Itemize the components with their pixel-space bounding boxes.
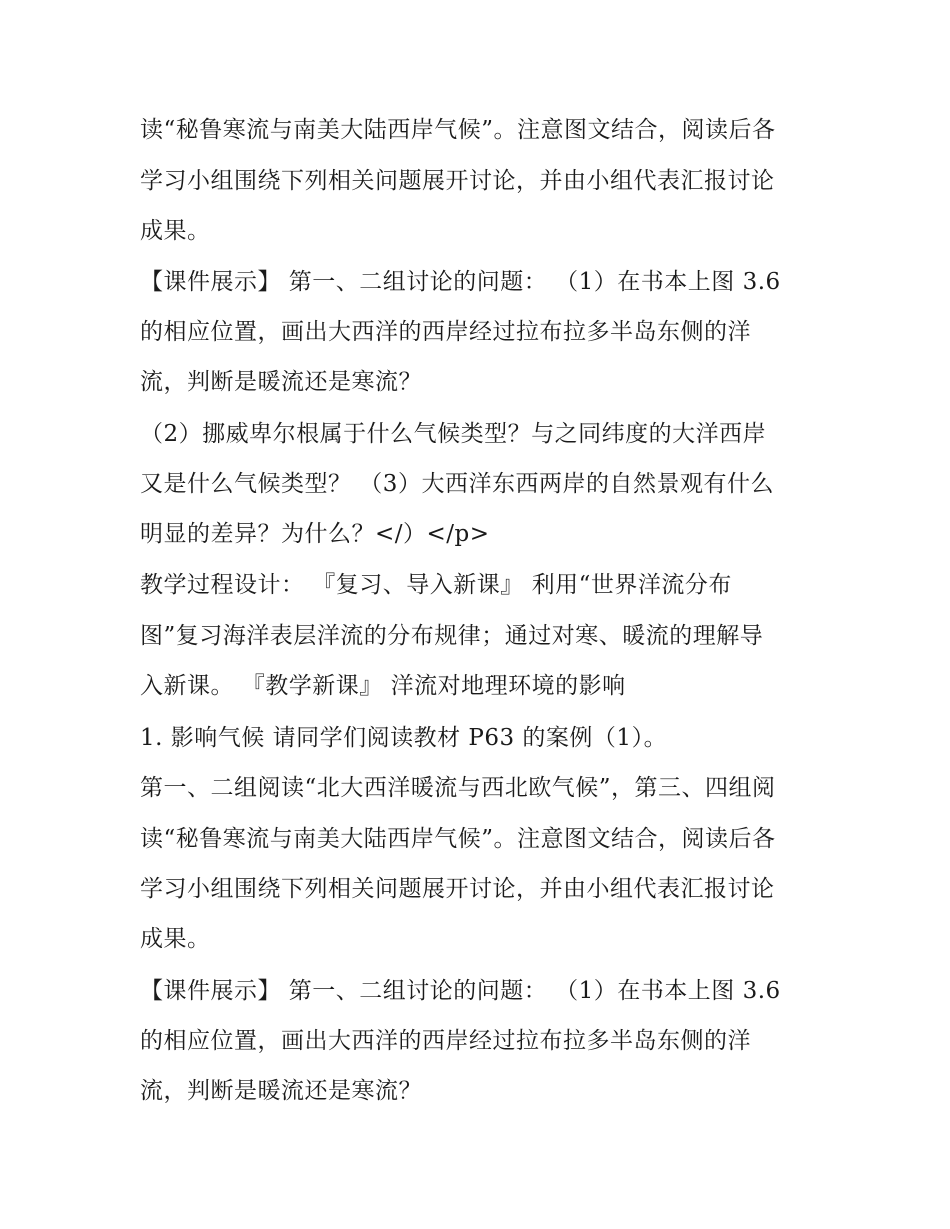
text-line: 读“秘鲁寒流与南美大陆西岸气候”。注意图文结合，阅读后各 — [140, 117, 776, 143]
text-line: 的相应位置，画出大西洋的西岸经过拉布拉多半岛东侧的洋 — [140, 319, 751, 345]
text-line: 学习小组围绕下列相关问题展开讨论，并由小组代表汇报讨论 — [140, 168, 775, 194]
text-line: 第一、二组阅读“北大西洋暖流与西北欧气候”，第三、四组阅 — [140, 775, 776, 801]
text-line: 【课件展示】 第一、二组讨论的问题： （1）在书本上图 3.6 — [140, 269, 781, 295]
text-line: 又是什么气候类型？ （3）大西洋东西两岸的自然景观有什么 — [140, 471, 774, 497]
text-line: 教学过程设计： 『复习、导入新课』 利用“世界洋流分布 — [140, 572, 732, 598]
text-line: （2）挪威卑尔根属于什么气候类型？与之同纬度的大洋西岸 — [140, 421, 767, 447]
text-line: 1. 影响气候 请同学们阅读教材 P63 的案例（1）。 — [140, 725, 668, 751]
text-line: 流，判断是暖流还是寒流？ — [140, 369, 422, 395]
text-line: 图”复习海洋表层洋流的分布规律；通过对寒、暖流的理解导 — [140, 623, 764, 649]
text-line: 【课件展示】 第一、二组讨论的问题： （1）在书本上图 3.6 — [140, 978, 781, 1004]
text-line: 读“秘鲁寒流与南美大陆西岸气候”。注意图文结合，阅读后各 — [140, 826, 776, 852]
text-line: 成果。 — [140, 926, 211, 952]
text-line: 流，判断是暖流还是寒流？ — [140, 1078, 422, 1104]
text-line: 成果。 — [140, 218, 211, 244]
text-line: 入新课。 『教学新课』 洋流对地理环境的影响 — [140, 673, 626, 699]
text-line: 的相应位置，画出大西洋的西岸经过拉布拉多半岛东侧的洋 — [140, 1028, 751, 1054]
text-line: 学习小组围绕下列相关问题展开讨论，并由小组代表汇报讨论 — [140, 876, 775, 902]
text-line: 明显的差异？为什么？</）</p> — [140, 521, 490, 547]
